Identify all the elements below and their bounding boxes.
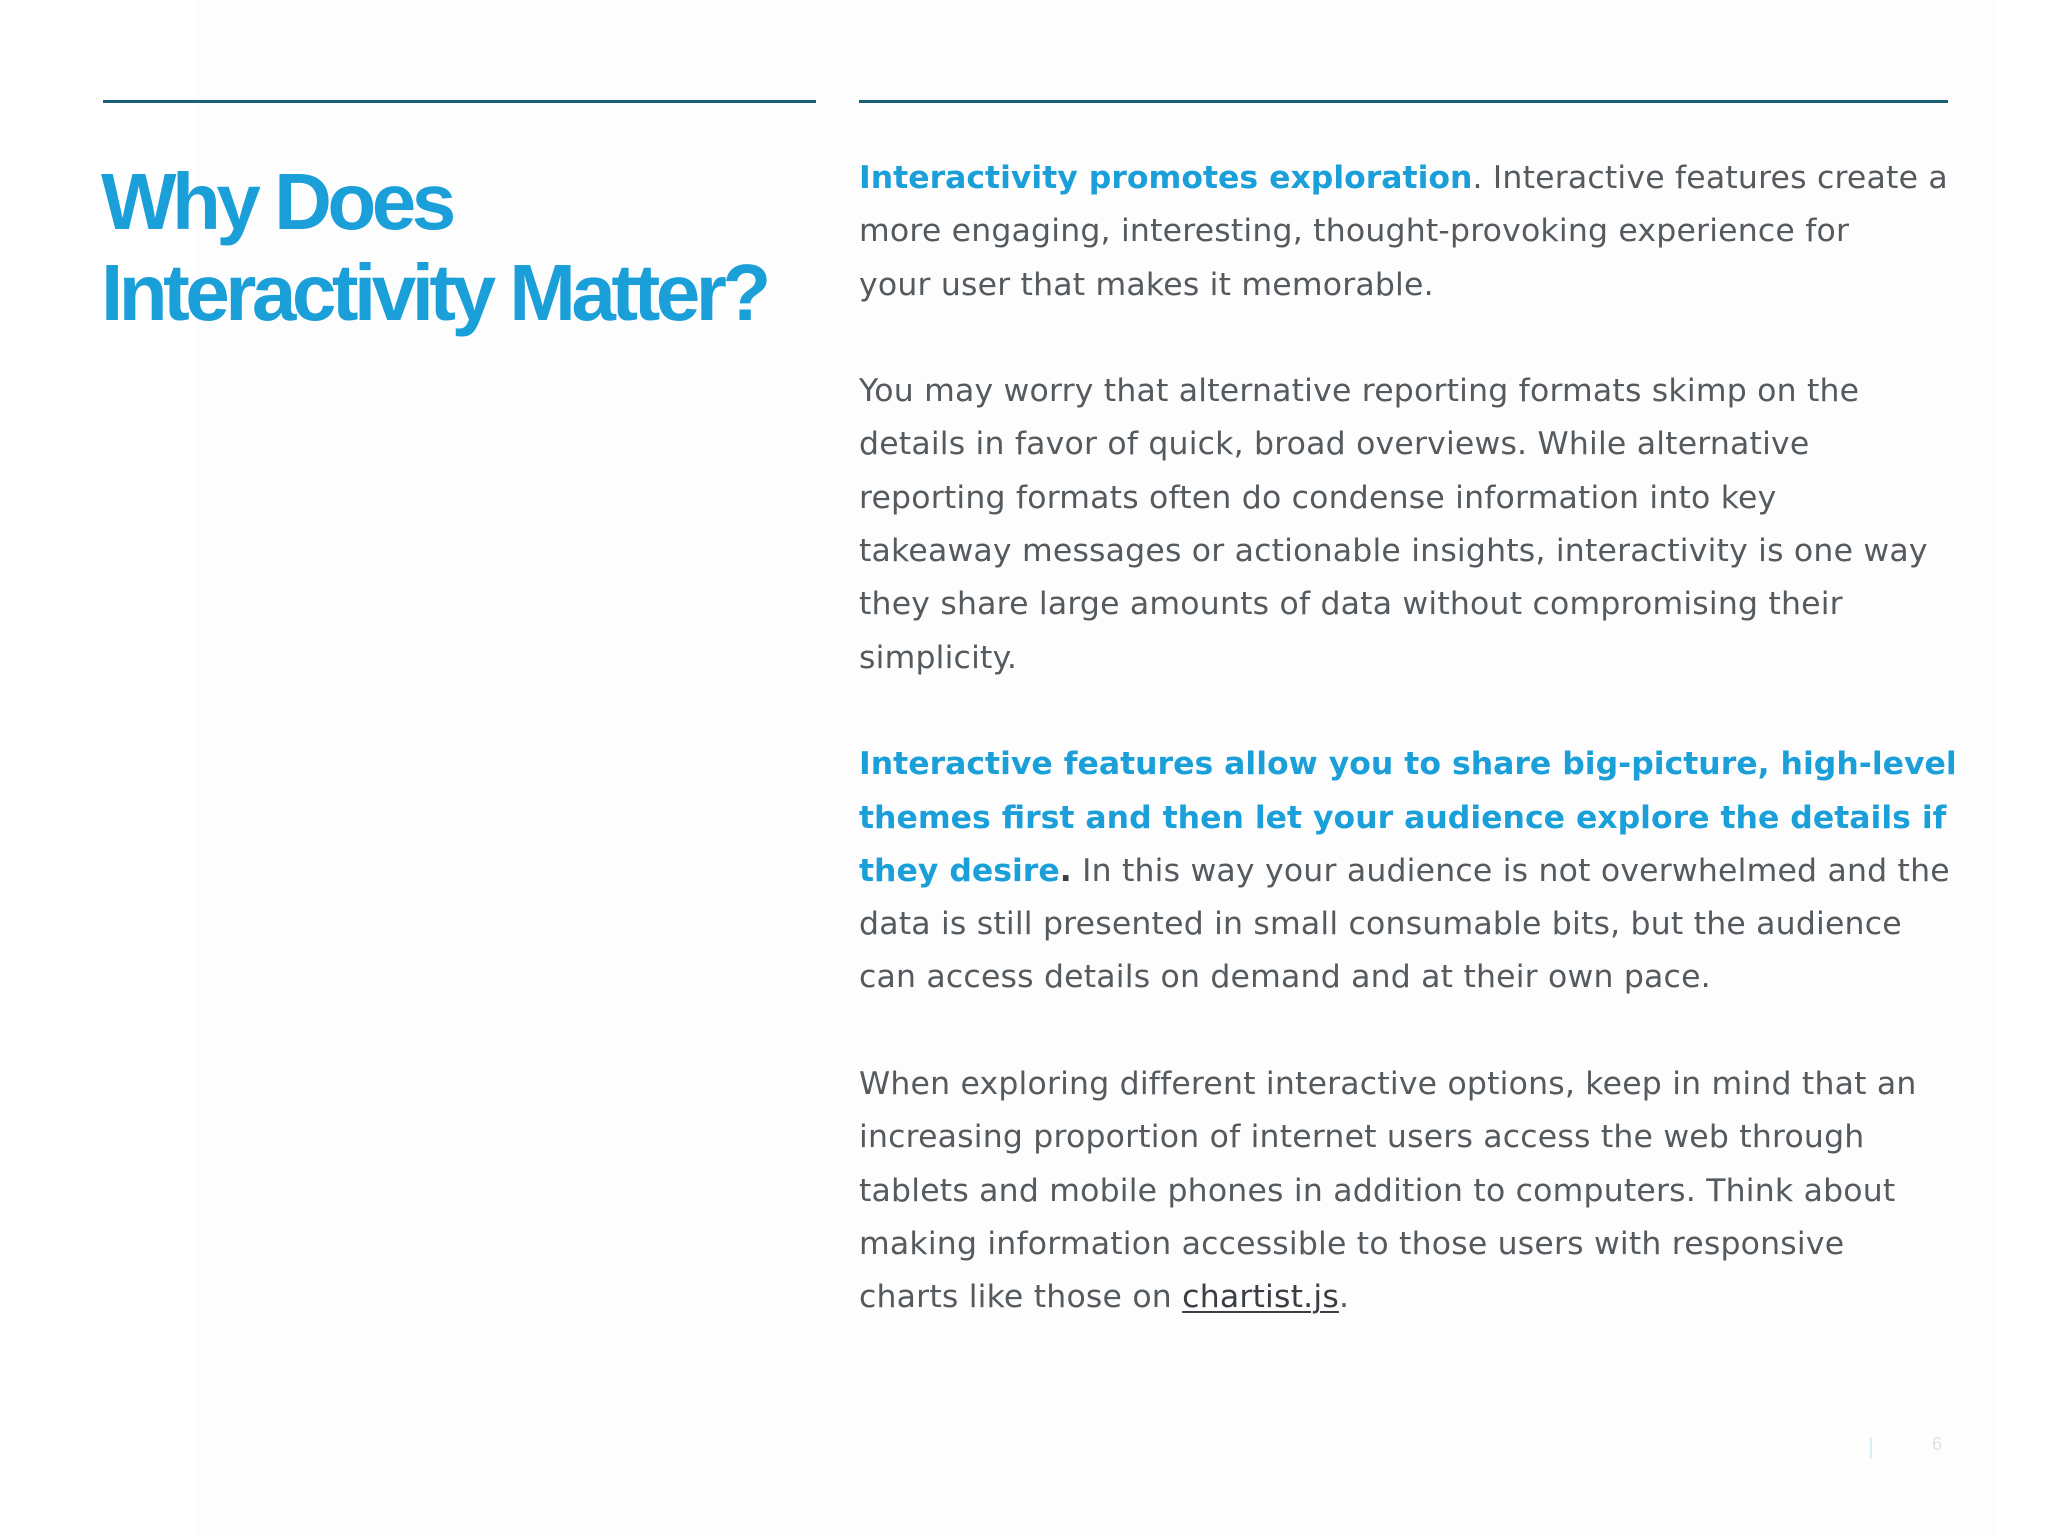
page-title — [101, 156, 821, 338]
highlight-period: . — [1059, 852, 1072, 889]
text-line: charts like those on chartist.js. — [859, 1279, 1350, 1316]
text-line: tablets and mobile phones in addition to computers. Think about — [859, 1172, 1896, 1209]
text-line: When exploring different interactive options, keep in mind that an — [859, 1066, 1917, 1103]
paragraph-big-picture — [859, 738, 1959, 1004]
text-line: they share large amounts of data without compromising their — [859, 586, 1843, 623]
text-line: increasing proportion of internet users access the web through — [859, 1119, 1865, 1156]
highlight-text: they desire — [859, 852, 1060, 889]
text-line: making information accessible to those users with responsive — [859, 1225, 1845, 1262]
text-line: details in favor of quick, broad overviews. While alternative — [859, 426, 1810, 463]
paragraph-exploration — [859, 152, 1959, 312]
chartist-link[interactable]: chartist.js — [1182, 1279, 1339, 1316]
title-line-2: Interactivity Matter? — [101, 248, 767, 337]
highlight-line: Interactive features allow you to share big-picture, high-level — [859, 746, 1957, 783]
text-line: more engaging, interesting, thought-provoking experience for — [859, 213, 1850, 250]
text-line: simplicity. — [859, 639, 1018, 676]
text-line: can access details on demand and at their own pace. — [859, 959, 1711, 996]
right-header-rule — [859, 100, 1948, 103]
paragraph-mobile — [859, 1058, 1959, 1324]
page-number: 6 — [1932, 1434, 1943, 1454]
footer-divider — [1870, 1437, 1872, 1459]
highlight-text: Interactivity promotes exploration — [859, 160, 1473, 196]
text-line: your user that makes it memorable. — [859, 266, 1434, 303]
paragraph-details — [859, 365, 1959, 685]
text-line: Interactivity promotes exploration. Interactive features create a — [859, 160, 1948, 196]
text-line: they desire. In this way your audience is not overwhelmed and the — [859, 852, 1950, 889]
body-text — [859, 152, 1959, 1378]
text-line: reporting formats often do condense information into key — [859, 479, 1777, 516]
left-header-rule — [103, 100, 816, 103]
highlight-line: themes first and then let your audience explore the details if — [859, 799, 1947, 836]
text-line: You may worry that alternative reporting formats skimp on the — [859, 373, 1860, 410]
title-line-1: Why Does — [101, 157, 452, 246]
text-line: takeaway messages or actionable insights, interactivity is one way — [859, 533, 1928, 570]
text-line: data is still presented in small consumable bits, but the audience — [859, 906, 1902, 943]
